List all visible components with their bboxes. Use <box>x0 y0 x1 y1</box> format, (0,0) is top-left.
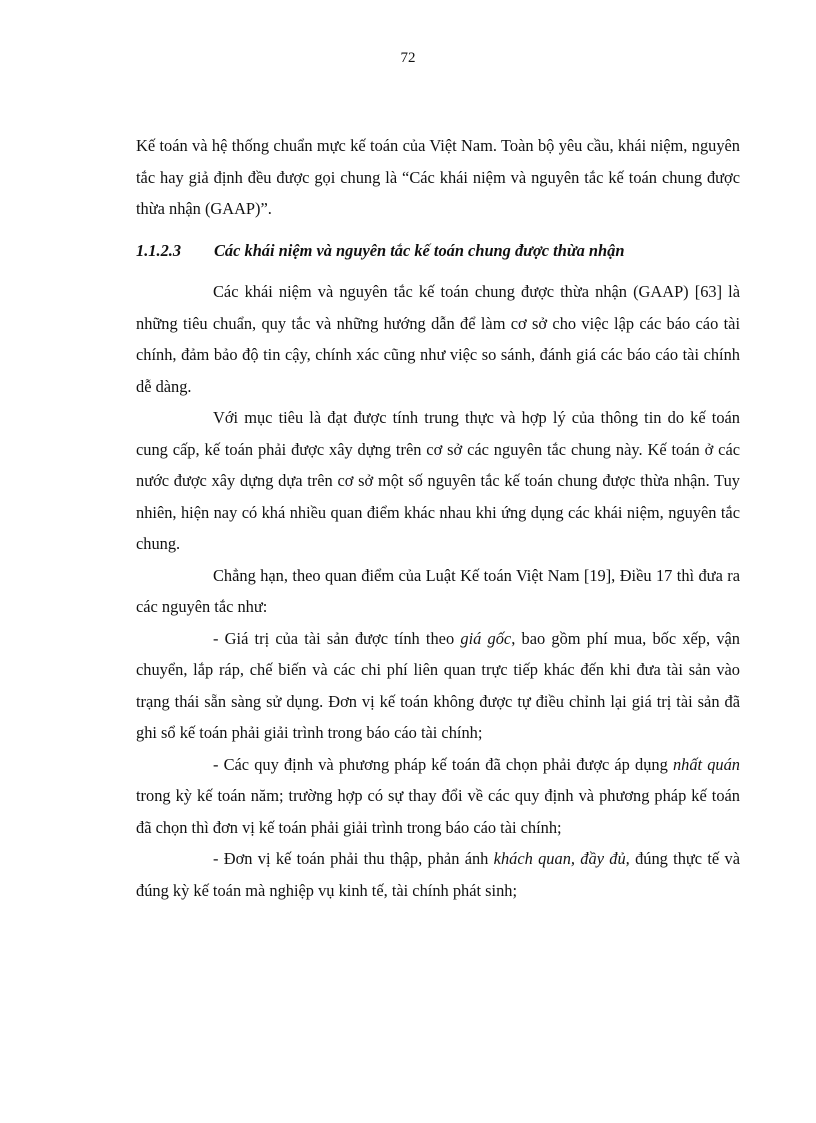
bullet-historical-cost <box>136 623 740 749</box>
paragraph-objectives: Với mục tiêu là đạt được tính trung thực và hợp lý của thông tin do kế toán cung cấp, kế toán phải được xây dựng trên cơ sở các nguyên tắc chung này. Kế toán ở các nước được xây dựng dựa trên cơ sở một số nguyên tắc kế toán chung được thừa nhận. Tuy nhiên, hiện nay có khá nhiều quan điểm khác nhau khi ứng dụng các khái niệm, nguyên tắc chung. <box>136 408 740 553</box>
section-number: 1.1.2.3 <box>136 240 182 260</box>
paragraph-accounting-law: Chẳng hạn, theo quan điểm của Luật Kế toán Việt Nam [19], Điều 17 thì đưa ra các nguyên tắc như: <box>136 565 740 616</box>
bullet-emphasis: nhất quán <box>672 754 740 774</box>
bullet-objectivity <box>136 843 740 906</box>
intro-paragraph: Kế toán và hệ thống chuẩn mực kế toán của Việt Nam. Toàn bộ yêu cầu, khái niệm, nguyên tắc hay giả định đều được gọi chung là “Các khái niệm và nguyên tắc kế toán chung được thừa nhận (GAAP)”. <box>136 136 740 218</box>
paragraph-gaap-definition: Các khái niệm và nguyên tắc kế toán chung được thừa nhận (GAAP) [63] là những tiêu chuẩn, quy tắc và những hướng dẫn để làm cơ sở cho việc lập các báo cáo tài chính, đảm bảo độ tin cậy, chính xác cũng như việc so sánh, đánh giá các báo cáo tài chính dễ dàng. <box>136 282 740 396</box>
bullet-consistency <box>136 749 740 844</box>
bullet-emphasis: khách quan, đầy đủ, <box>493 849 630 868</box>
document-body <box>136 130 740 906</box>
bullet-text: trong kỳ kế toán năm; trường hợp có sự thay đổi về các quy định và phương pháp kế toán đã chọn thì đơn vị kế toán phải giải trình trong báo cáo tài chính; <box>136 786 740 837</box>
bullet-text: đúng thực tế và đúng kỳ kế toán mà nghiệp vụ kinh tế, tài chính phát sinh; <box>136 849 740 900</box>
bullet-emphasis: giá gốc <box>460 628 512 648</box>
page-number: 72 <box>400 50 416 66</box>
bullet-text: - Các quy định và phương pháp kế toán đã chọn phải được áp dụng <box>213 754 673 774</box>
bullet-text: - Giá trị của tài sản được tính theo <box>213 628 461 648</box>
bullet-text: , bao gồm phí mua, bốc xếp, vận chuyển, lắp ráp, chế biến và các chi phí liên quan trực tiếp khác đến khi đưa tài sản vào trạng thái sẵn sàng sử dụng. Đơn vị kế toán không được tự điều chỉnh lại giá trị tài sản đã ghi sổ kế toán phải giải trình trong báo cáo tài chính; <box>136 628 740 742</box>
bullet-text: - Đơn vị kế toán phải thu thập, phản ánh <box>213 849 494 868</box>
section-title: Các khái niệm và nguyên tắc kế toán chung được thừa nhận <box>214 240 625 260</box>
section-heading <box>136 235 740 267</box>
